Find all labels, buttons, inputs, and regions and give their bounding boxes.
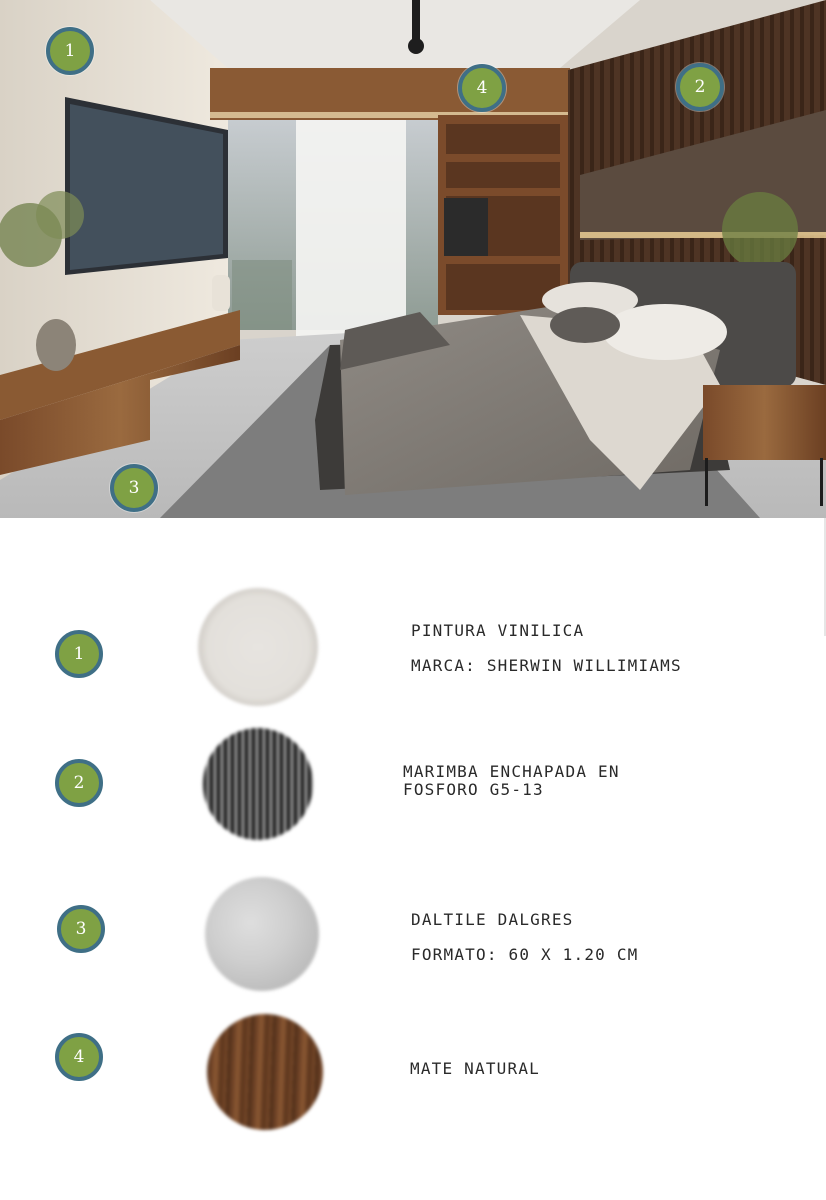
photo-marker-4: 4 xyxy=(458,64,506,112)
legend-3-line-1: DALTILE DALGRES xyxy=(411,910,574,929)
swatch-marimba-slats xyxy=(203,728,313,840)
legend-marker-4: 4 xyxy=(55,1033,103,1081)
photo-marker-1: 1 xyxy=(46,27,94,75)
legend-2-line-2: FOSFORO G5-13 xyxy=(403,780,544,799)
legend-1-line-2: MARCA: SHERWIN WILLIMIAMS xyxy=(411,656,682,675)
legend-1-line-1: PINTURA VINILICA xyxy=(411,621,585,640)
photo-marker-2: 2 xyxy=(676,63,724,111)
legend-2-line-1: MARIMBA ENCHAPADA EN xyxy=(403,762,620,781)
swatch-vinyl-paint xyxy=(198,588,318,706)
legend-3-line-2: FORMATO: 60 X 1.20 CM xyxy=(411,945,639,964)
legend-4-line-1: MATE NATURAL xyxy=(410,1059,540,1078)
legend-marker-1: 1 xyxy=(55,630,103,678)
photo-marker-3: 3 xyxy=(110,464,158,512)
legend-marker-3: 3 xyxy=(57,905,105,953)
bedroom-render-photo xyxy=(0,0,826,518)
swatch-natural-wood xyxy=(207,1014,323,1130)
swatch-daltile-porcelain xyxy=(205,877,319,991)
legend-marker-2: 2 xyxy=(55,759,103,807)
